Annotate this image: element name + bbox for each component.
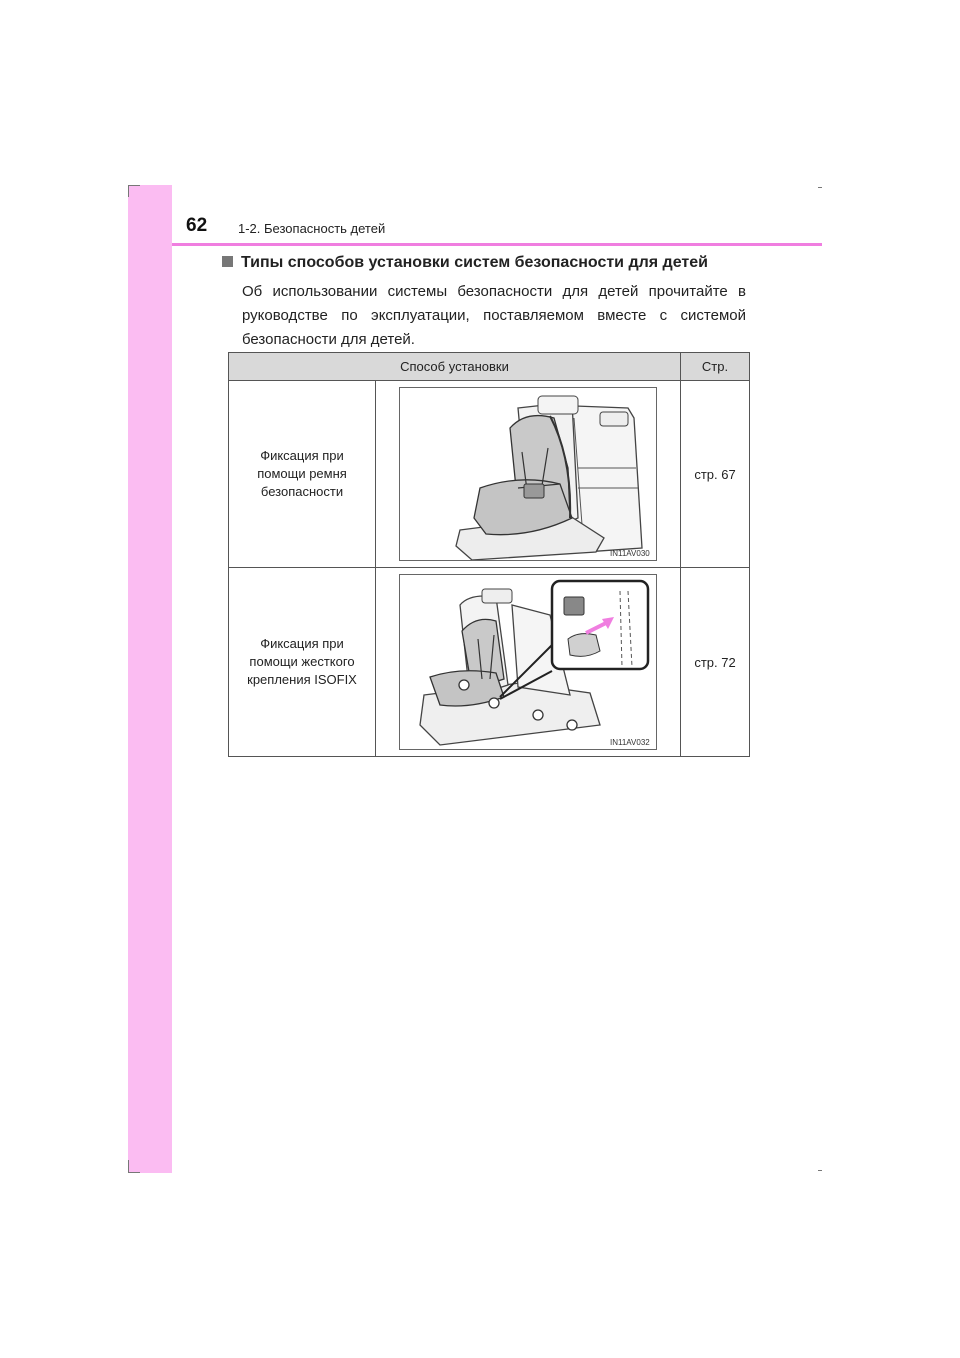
column-header-method: Способ установки: [229, 353, 681, 381]
seatbelt-install-illustration: [399, 387, 657, 561]
method-label: Фиксация при помощи ремня безопасности: [229, 381, 376, 568]
square-bullet-icon: [222, 256, 233, 267]
illustration-code: IN11AV030: [610, 549, 650, 558]
page-number: 62: [186, 215, 208, 236]
crop-mark: [818, 187, 822, 188]
column-header-page: Стр.: [681, 353, 750, 381]
table-row: [229, 568, 750, 757]
method-label: Фиксация при помощи жесткого крепления ISOFIX: [229, 568, 376, 757]
page-ref: стр. 72: [681, 568, 750, 757]
installation-methods-table: [228, 352, 750, 757]
section-title: [222, 254, 708, 272]
illustration-cell: [376, 568, 681, 757]
illustration-cell: [376, 381, 681, 568]
isofix-install-illustration: [399, 574, 657, 750]
crop-mark: [128, 185, 129, 197]
page-ref: стр. 67: [681, 381, 750, 568]
header-rule: [172, 243, 822, 246]
section-body: Об использовании системы безопасности для детей прочитайте в руководстве по эксплуатации, поставляемом вместе с системой безопасности для детей.: [242, 283, 746, 348]
crop-mark: [818, 1170, 822, 1171]
illustration-code: IN11AV032: [610, 738, 650, 747]
breadcrumb: 1-2. Безопасность детей: [238, 221, 386, 236]
crop-mark: [128, 185, 140, 186]
table-row: [229, 381, 750, 568]
table-header-row: [229, 353, 750, 381]
crop-mark: [128, 1172, 140, 1173]
section-title-text: Типы способов установки систем безопасности для детей: [241, 254, 708, 271]
pink-margin-band: [128, 185, 172, 1173]
